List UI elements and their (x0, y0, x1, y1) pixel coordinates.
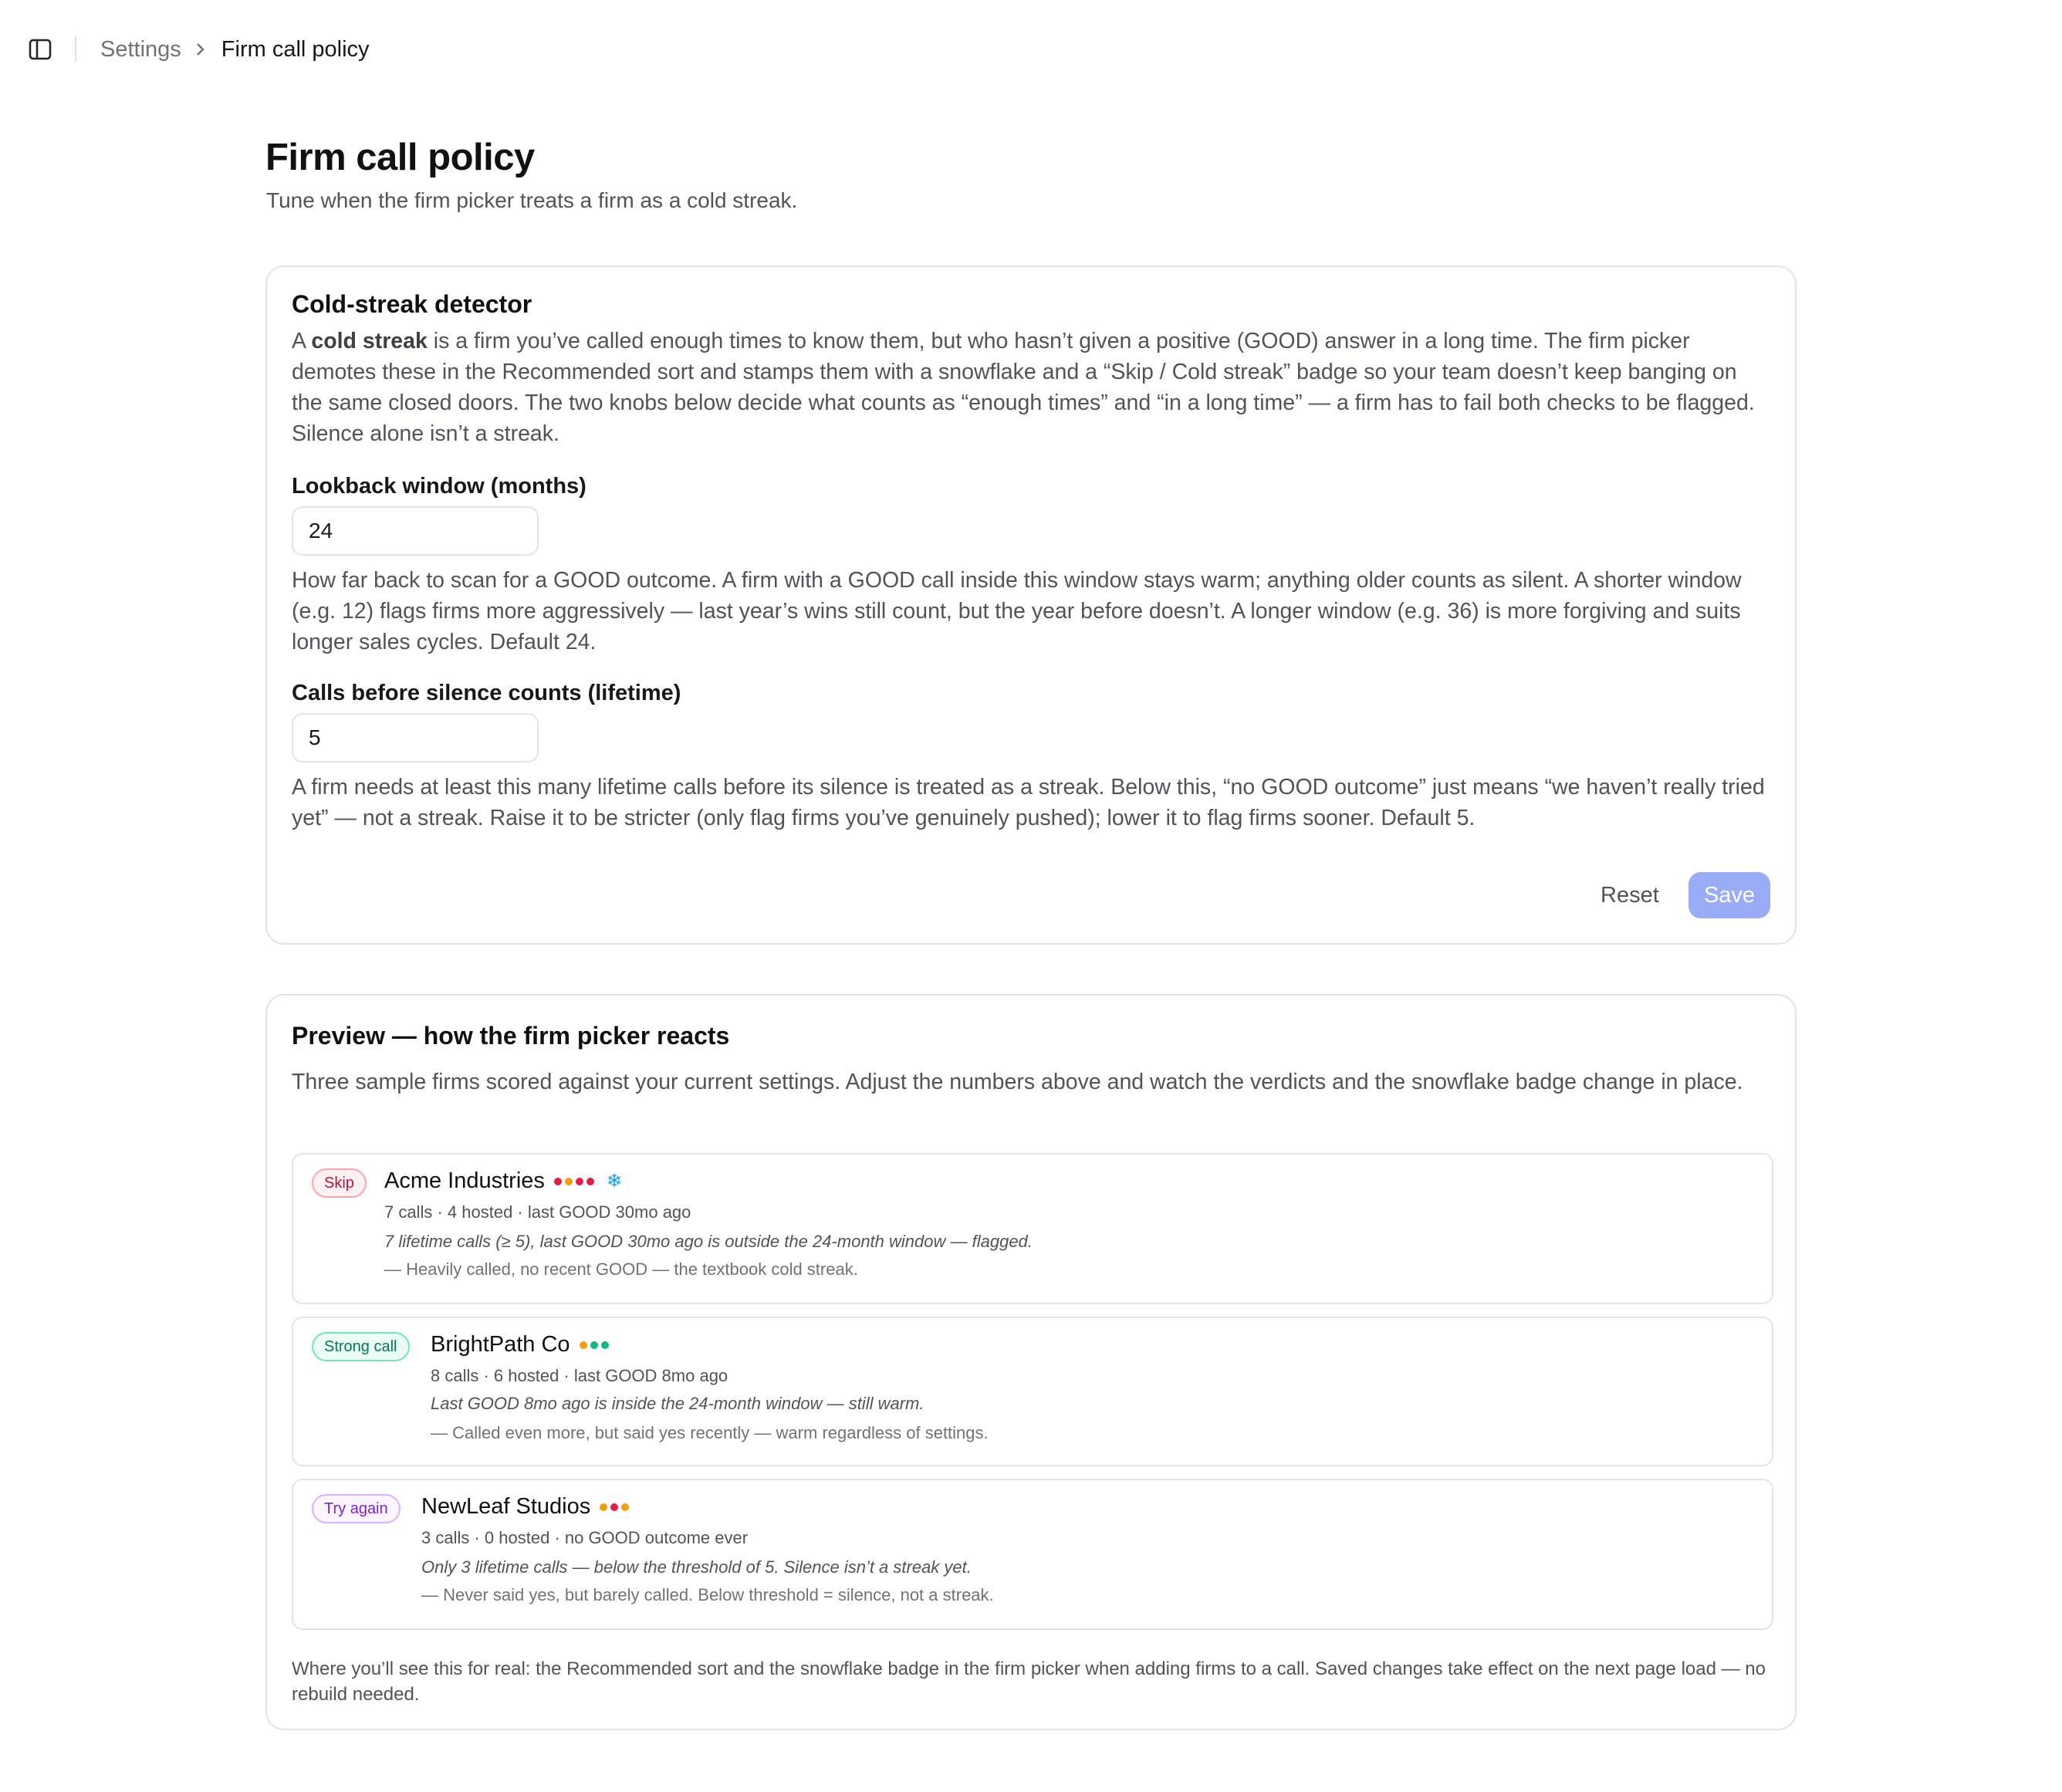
calls-threshold-input[interactable] (292, 713, 539, 762)
sidebar-toggle-icon[interactable] (26, 36, 54, 63)
lookback-window-label: Lookback window (months) (292, 474, 586, 499)
snowflake-icon: ❄ (606, 1170, 623, 1192)
sample-firm-row (292, 1479, 1773, 1630)
firm-note: — Heavily called, no recent GOOD — the textbook cold streak. (384, 1259, 858, 1279)
breadcrumb-current: Firm call policy (221, 37, 370, 62)
firm-header (384, 1168, 622, 1194)
outcome-dots (580, 1341, 609, 1349)
outcome-dot (565, 1178, 573, 1185)
preview-card (265, 994, 1797, 1730)
lookback-window-input[interactable] (292, 506, 539, 556)
sample-firm-row (292, 1153, 1773, 1304)
firm-note: — Never said yes, but barely called. Below threshold = silence, not a streak. (421, 1585, 994, 1604)
preview-footer-note: Where you’ll see this for real: the Recommended sort and the snowflake badge in the firm picker when adding firms to a call. Saved changes take effect on the next page load — no rebuild needed. (292, 1658, 1766, 1705)
firm-verdict: Last GOOD 8mo ago is inside the 24-month window — still warm. (431, 1394, 925, 1413)
breadcrumb-settings-link[interactable]: Settings (100, 37, 181, 62)
chevron-right-icon (195, 41, 206, 58)
save-button[interactable]: Save (1688, 872, 1770, 918)
outcome-dot (554, 1178, 562, 1185)
calls-threshold-help: A firm needs at least this many lifetime calls before its silence is treated as a streak. Below this, “no GOOD outcome” just means “we haven’t really tried yet” — not a streak. Raise it to be stricter (only flag firms you’ve genuinely pushed); lower it to flag firms sooner. Default 5. (292, 775, 1765, 830)
topbar-divider (75, 36, 76, 62)
outcome-dots (554, 1178, 594, 1185)
lookback-window-help: How far back to scan for a GOOD outcome. A firm with a GOOD call inside this window stays warm; anything older counts as silent. A shorter window (e.g. 12) flags firms more aggressively — last year’s wins still count, but the year before doesn’t. A longer window (e.g. 36) is more forgiving and suits longer sales cycles. Default 24. (292, 568, 1742, 654)
firm-verdict: Only 3 lifetime calls — below the threshold of 5. Silence isn’t a streak yet. (421, 1557, 972, 1577)
page-subtitle: Tune when the firm picker treats a firm as a cold streak. (266, 188, 798, 212)
cold-streak-term: cold streak (311, 329, 428, 353)
outcome-dot (601, 1341, 609, 1349)
outcome-dots (600, 1503, 629, 1511)
outcome-dot (610, 1503, 618, 1511)
sample-firm-row (292, 1317, 1773, 1466)
outcome-dot (576, 1178, 583, 1185)
firm-header (421, 1494, 629, 1520)
firm-verdict: 7 lifetime calls (≥ 5), last GOOD 30mo ago is outside the 24-month window — flagged. (384, 1232, 1033, 1251)
status-badge: Strong call (312, 1332, 410, 1361)
top-bar (0, 0, 2062, 100)
firm-meta: 3 calls · 0 hosted · no GOOD outcome ever (421, 1528, 749, 1547)
calls-threshold-label: Calls before silence counts (lifetime) (292, 681, 681, 705)
firm-header (431, 1332, 609, 1358)
outcome-dot (590, 1341, 598, 1349)
outcome-dot (600, 1503, 607, 1511)
card-title: Preview — how the firm picker reacts (292, 1022, 730, 1050)
firm-meta: 7 calls · 4 hosted · last GOOD 30mo ago (384, 1202, 691, 1222)
preview-intro: Three sample firms scored against your current settings. Adjust the numbers above and watch the verdicts and the snowflake badge change in place. (292, 1070, 1743, 1094)
firm-meta: 8 calls · 6 hosted · last GOOD 8mo ago (431, 1366, 728, 1385)
status-badge: Try again (312, 1494, 401, 1523)
breadcrumb (100, 34, 370, 65)
cold-streak-detector-card (265, 265, 1797, 945)
firm-note: — Called even more, but said yes recently — warm regardless of settings. (431, 1423, 989, 1442)
firm-name: NewLeaf Studios (421, 1494, 591, 1519)
outcome-dot (621, 1503, 629, 1511)
firm-name: Acme Industries (384, 1168, 545, 1193)
outcome-dot (586, 1178, 594, 1185)
page-title: Firm call policy (265, 137, 535, 178)
detector-intro: A cold streak is a firm you’ve called enough times to know them, but who hasn’t given a positive (GOOD) answer in a long time. The firm picker demotes these in the Recommended sort and stamps them with a snowflake and a “Skip / Cold streak” badge so your team doesn’t keep banging on the same closed doors. The two knobs below decide what counts as “enough times” and “in a long time” — a firm has to fail both checks to be flagged. Silence alone isn’t a streak. (292, 329, 1755, 446)
firm-name: BrightPath Co (431, 1332, 570, 1357)
reset-button[interactable]: Reset (1584, 872, 1676, 918)
status-badge: Skip (312, 1168, 367, 1198)
card-title: Cold-streak detector (292, 290, 532, 318)
outcome-dot (580, 1341, 587, 1349)
